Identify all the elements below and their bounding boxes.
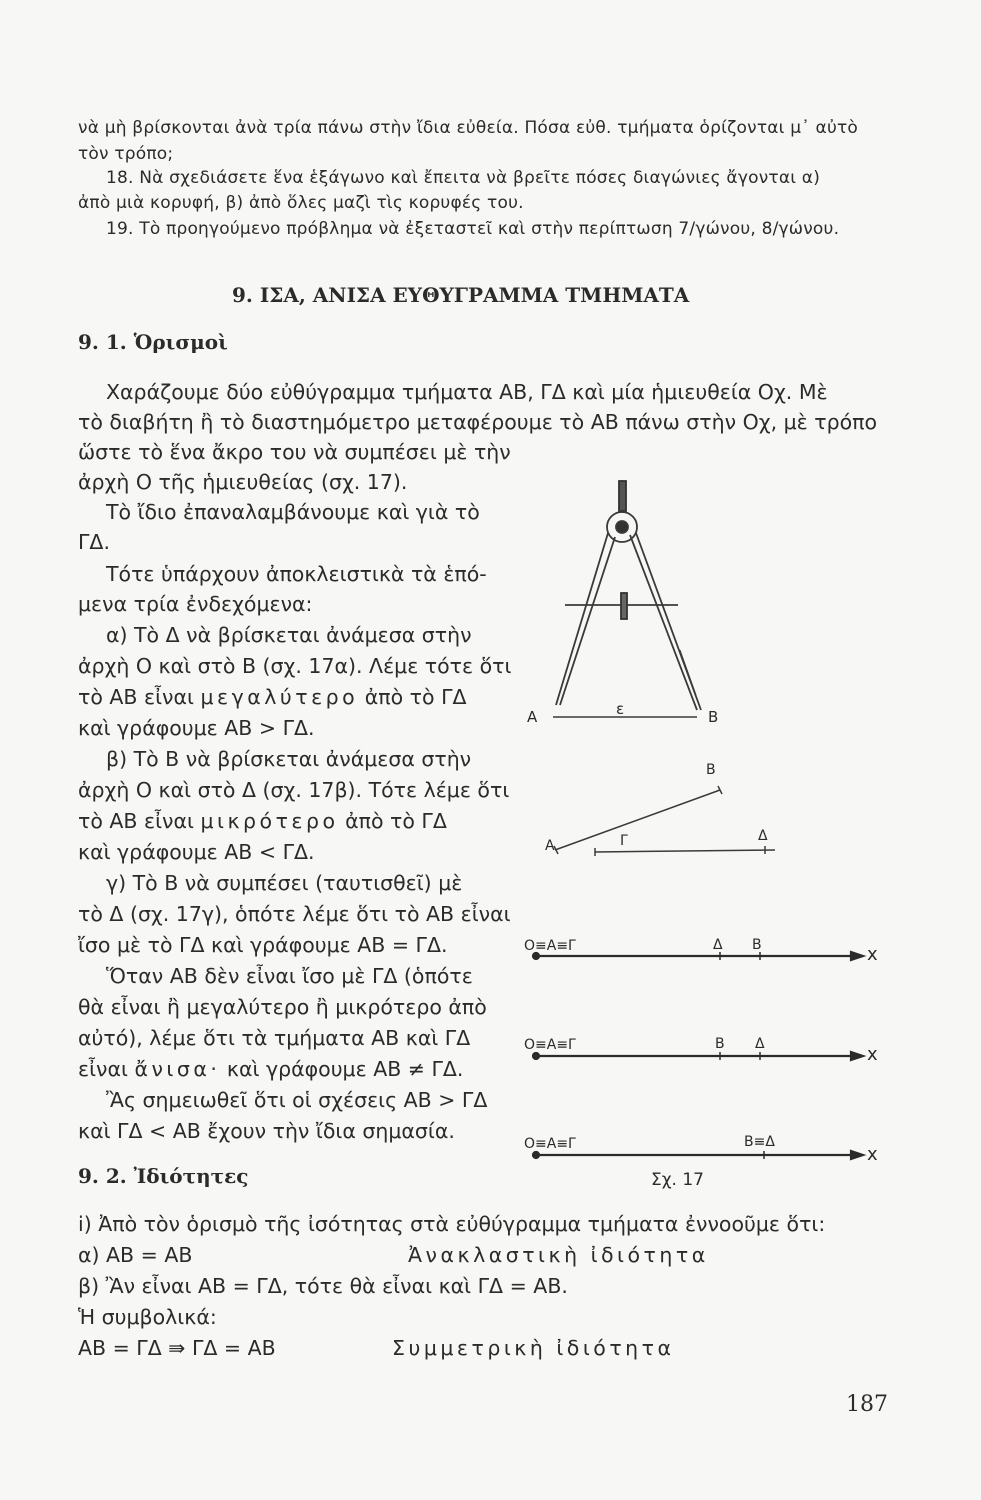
figure-caption: Σχ. 17 <box>651 1170 705 1190</box>
ray-17b-point-delta: Δ <box>755 1036 765 1052</box>
case-a-line: α) Τὸ Δ νὰ βρίσκεται ἀνάμεσα στὴν <box>106 623 472 647</box>
compass-drawing <box>520 475 750 735</box>
case-b-line <box>78 809 447 833</box>
exercise-19-line: 19. Τὸ προηγούμενο πρόβλημα νὰ ἐξεταστεῖ καὶ στὴν περίπτωση 7/γώνου, 8/γώνου. <box>106 219 840 239</box>
exercise-18-line: ἀπὸ μιὰ κορυφή, β) ἀπὸ ὅλες μαζὶ τὶς κορυφές του. <box>78 193 524 213</box>
emphasis-unequal: ἄνισα· <box>134 1057 221 1081</box>
case-a-text: ἀπὸ τὸ ΓΔ <box>364 685 467 709</box>
paragraph-line: Τότε ὑπάρχουν ἀποκλειστικὰ τὰ ἑπό- <box>106 562 487 586</box>
case-c-line: γ) Τὸ Β νὰ συμπέσει (ταυτισθεῖ) μὲ <box>106 871 463 895</box>
ray-17a-origin: O≡A≡Γ <box>524 938 576 954</box>
paragraph-line: ὥστε τὸ ἕνα ἄκρο του νὰ συμπέσει μὲ τὴν <box>78 440 511 464</box>
ray-17a-x: x <box>867 944 878 965</box>
symbolic-intro: Ἡ συμβολικά: <box>78 1305 217 1329</box>
ray-17b-x: x <box>867 1044 878 1065</box>
unequal-line: αὐτό), λέμε ὅτι τὰ τμήματα ΑΒ καὶ ΓΔ <box>78 1026 471 1050</box>
segment-label-a: A <box>545 838 555 854</box>
paragraph-line: Τὸ ἴδιο ἐπαναλαμβάνουμε καὶ γιὰ τὸ <box>106 500 480 524</box>
paragraph-line: Χαράζουμε δύο εὐθύγραμμα τμήματα ΑΒ, ΓΔ καὶ μία ἡμιευθεία Οχ. Μὲ <box>106 380 828 404</box>
unequal-line: Ὅταν ΑΒ δὲν εἶναι ἴσο μὲ ΓΔ (ὁπότε <box>106 964 473 988</box>
emphasis-greater: μεγαλύτερο <box>200 685 359 709</box>
case-a-line: καὶ γράφουμε ΑΒ > ΓΔ. <box>78 716 315 740</box>
exercise-text-line: νὰ μὴ βρίσκονται ἀνὰ τρία πάνω στὴν ἴδια εὐθεία. Πόσα εὐθ. τμήματα ὁρίζονται μ᾽ αὐτὸ <box>78 118 859 138</box>
page-number: 187 <box>846 1392 888 1417</box>
symmetric-formula: ΑΒ = ΓΔ ⇛ ΓΔ = ΑΒ <box>78 1336 276 1360</box>
note-line: καὶ ΓΔ < ΑΒ ἔχουν τὴν ἴδια σημασία. <box>78 1119 455 1143</box>
paragraph-line: τὸ διαβήτη ἢ τὸ διαστημόμετρο μεταφέρουμε τὸ ΑΒ πάνω στὴν Οχ, μὲ τρόπο <box>78 410 878 434</box>
paragraph-line: ἀρχὴ Ο τῆς ἡμιευθείας (σχ. 17). <box>78 470 408 494</box>
case-a-line: ἀρχὴ Ο καὶ στὸ Β (σχ. 17α). Λέμε τότε ὅτι <box>78 654 512 678</box>
ray-17c-x: x <box>867 1144 878 1165</box>
subsection-definitions: 9. 1. Ὁρισμοὶ <box>78 330 228 354</box>
exercise-18-line: 18. Νὰ σχεδιάσετε ἕνα ἑξάγωνο καὶ ἔπειτα νὰ βρεῖτε πόσες διαγώνιες ἄγονται α) <box>106 168 821 188</box>
segments-drawing <box>540 770 780 860</box>
paragraph-line: μενα τρία ἐνδεχόμενα: <box>78 592 313 616</box>
compass-label-b: B <box>708 708 719 726</box>
case-b-line: καὶ γράφουμε ΑΒ < ΓΔ. <box>78 840 315 864</box>
case-b-line: β) Τὸ Β νὰ βρίσκεται ἀνάμεσα στὴν <box>106 747 472 771</box>
section-title: 9. ΙΣΑ, ΑΝΙΣΑ ΕΥΘΥΓΡΑΜΜΑ ΤΜΗΜΑΤΑ <box>232 283 690 307</box>
exercise-text-line: τὸν τρόπο; <box>78 144 174 164</box>
paragraph-line: ΓΔ. <box>78 530 110 554</box>
reflexive-property-label: Ἀνακλαστικὴ ἰδιότητα <box>408 1243 709 1267</box>
symmetric-statement: β) Ἂν εἶναι ΑΒ = ΓΔ, τότε θὰ εἶναι καὶ ΓΔ = ΑΒ. <box>78 1274 568 1298</box>
unequal-text: εἶναι <box>78 1057 128 1081</box>
case-c-line: ἴσο μὲ τὸ ΓΔ καὶ γράφουμε ΑΒ = ΓΔ. <box>78 933 448 957</box>
case-a-line <box>78 685 467 709</box>
case-c-line: τὸ Δ (σχ. 17γ), ὁπότε λέμε ὅτι τὸ ΑΒ εἶναι <box>78 902 511 926</box>
compass-label-a: A <box>527 708 538 726</box>
case-b-text: ἀπὸ τὸ ΓΔ <box>345 809 447 833</box>
property-intro: i) Ἀπὸ τὸν ὁρισμὸ τῆς ἰσότητας στὰ εὐθύγραμμα τμήματα ἐννοοῦμε ὅτι: <box>78 1212 826 1236</box>
unequal-line: θὰ εἶναι ἢ μεγαλύτερο ἢ μικρότερο ἀπὸ <box>78 995 487 1019</box>
ray-17c-origin: O≡A≡Γ <box>524 1136 576 1152</box>
segment-label-b: B <box>706 762 716 778</box>
unequal-text: καὶ γράφουμε ΑΒ ≠ ΓΔ. <box>226 1057 464 1081</box>
case-b-line: ἀρχὴ Ο καὶ στὸ Δ (σχ. 17β). Τότε λέμε ὅτι <box>78 778 510 802</box>
case-a-text: τὸ ΑΒ εἶναι <box>78 685 194 709</box>
compass-label-epsilon: ε <box>616 700 625 718</box>
note-line: Ἂς σημειωθεῖ ὅτι οἱ σχέσεις ΑΒ > ΓΔ <box>106 1088 488 1112</box>
ray-17b-origin: O≡A≡Γ <box>524 1037 576 1053</box>
ray-17a-point-b: B <box>752 937 762 953</box>
unequal-line <box>78 1057 463 1081</box>
symmetric-property-label: Συμμετρικὴ ἰδιότητα <box>392 1336 675 1360</box>
emphasis-smaller: μικρότερο <box>200 809 339 833</box>
segment-label-delta: Δ <box>758 828 768 844</box>
case-b-text: τὸ ΑΒ εἶναι <box>78 809 194 833</box>
subsection-properties: 9. 2. Ἰδιότητες <box>78 1164 249 1188</box>
ray-17b-point-b: B <box>715 1036 725 1052</box>
segment-label-gamma: Γ <box>620 833 628 849</box>
reflexive-formula: α) ΑΒ = ΑΒ <box>78 1243 193 1267</box>
ray-17a-point-delta: Δ <box>713 937 723 953</box>
ray-17c-point-b-delta: B≡Δ <box>744 1134 775 1150</box>
